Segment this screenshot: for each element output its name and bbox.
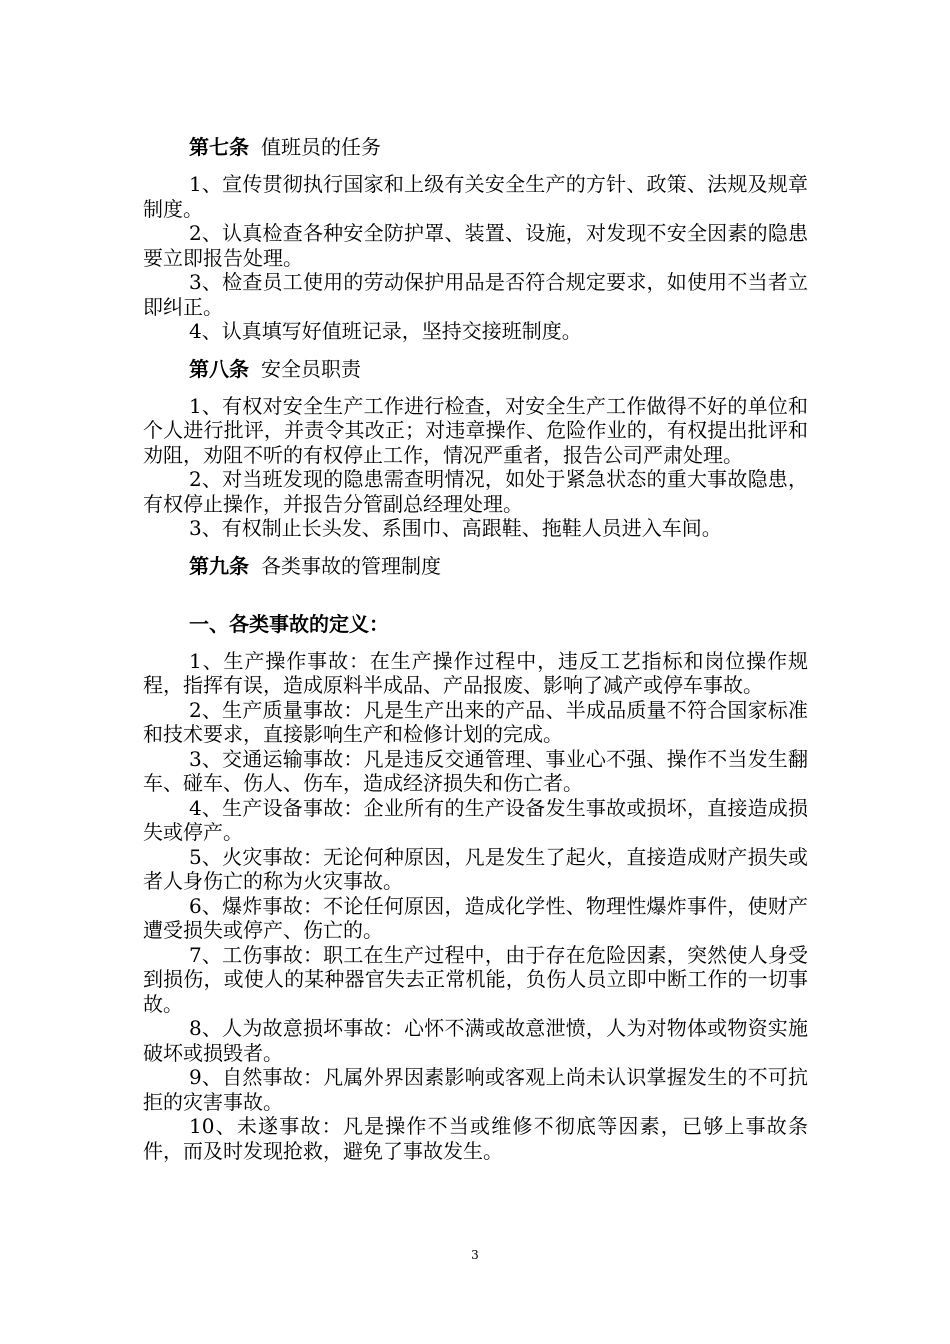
section-1-title: 一、各类事故的定义： [189,611,389,636]
article-7-title: 值班员的任务 [261,135,381,159]
article-7-item-1: 1、宣传贯彻执行国家和上级有关安全生产的方针、政策、法规及规章制度。 [143,172,808,221]
article-8-heading [143,354,808,384]
accident-def-7: 7、工伤事故：职工在生产过程中，由于存在危险因素，突然使人身受到损伤，或使人的某种器官失去正常机能，负伤人员立即中断工作的一切事故。 [143,942,808,1016]
article-8-title: 安全员职责 [261,356,361,381]
article-7-number: 第七条 [189,135,249,159]
accident-def-8: 8、人为故意损坏事故：心怀不满或故意泄愤，人为对物体或物资实施破坏或损毁者。 [143,1016,808,1065]
accident-def-6: 6、爆炸事故：不论任何原因，造成化学性、物理性爆炸事件，使财产遭受损失或停产、伤亡的。 [143,893,808,942]
article-7-heading [143,132,808,162]
document-page [143,132,808,1163]
article-7-items [143,172,808,344]
article-8-number: 第八条 [189,356,249,381]
article-7-item-4: 4、认真填写好值班记录，坚持交接班制度。 [189,319,582,343]
article-9-items [143,649,808,1164]
article-8-item-1: 1、有权对安全生产工作进行检查，对安全生产工作做得不好的单位和个人进行批评，并责令其改正；对违章操作、危险作业的，有权提出批评和劝阻，劝阻不听的有权停止工作，情况严重者，报告公司严肃处理。 [143,393,808,467]
accident-def-10: 10、未遂事故：凡是操作不当或维修不彻底等因素，已够上事故条件，而及时发现抢救，避免了事故发生。 [143,1114,808,1163]
accident-def-1: 1、生产操作事故：在生产操作过程中，违反工艺指标和岗位操作规程，指挥有误，造成原料半成品、产品报废、影响了减产或停车事故。 [143,648,808,697]
accident-def-4: 4、生产设备事故：企业所有的生产设备发生事故或损坏，直接造成损失或停产。 [143,795,808,844]
accident-def-3: 3、交通运输事故：凡是违反交通管理、事业心不强、操作不当发生翻车、碰车、伤人、伤车，造成经济损失和伤亡者。 [143,746,808,795]
article-7-item-3: 3、检查员工使用的劳动保护用品是否符合规定要求，如使用不当者立即纠正。 [143,270,808,319]
accident-def-2: 2、生产质量事故：凡是生产出来的产品、半成品质量不符合国家标准和技术要求，直接影响生产和检修计划的完成。 [143,697,808,746]
article-9-heading [143,551,808,581]
page-number: 3 [471,1248,479,1262]
accident-def-5: 5、火灾事故：无论何种原因，凡是发生了起火，直接造成财产损失或者人身伤亡的称为火灾事故。 [143,844,808,893]
article-8-item-3: 3、有权制止长头发、系围巾、高跟鞋、拖鞋人员进入车间。 [189,516,722,540]
accident-def-9: 9、自然事故：凡属外界因素影响或客观上尚未认识掌握发生的不可抗拒的灾害事故。 [143,1065,808,1114]
article-7-item-2: 2、认真检查各种安全防护罩、装置、设施，对发现不安全因素的隐患要立即报告处理。 [143,221,808,270]
article-8-item-2: 2、对当班发现的隐患需查明情况，如处于紧急状态的重大事故隐患，有权停止操作，并报告分管副总经理处理。 [143,467,808,516]
article-9-title: 各类事故的管理制度 [261,553,441,578]
article-8-items [143,394,808,541]
article-9-number: 第九条 [189,553,249,578]
